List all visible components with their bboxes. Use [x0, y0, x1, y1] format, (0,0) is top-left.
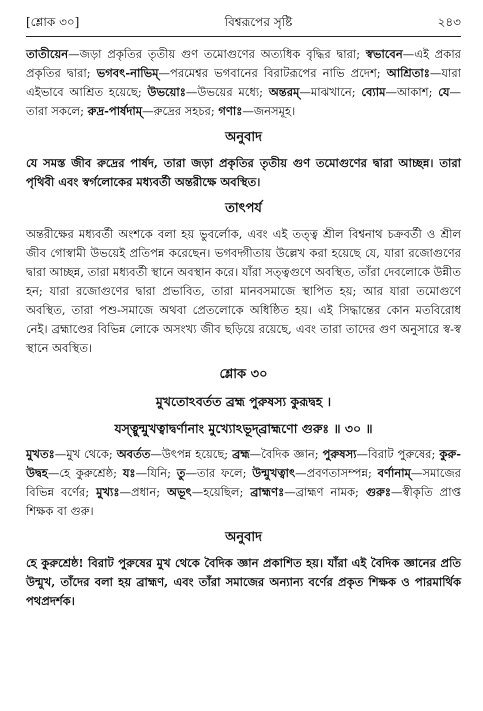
header-rule — [26, 36, 461, 37]
syn-sep: — — [449, 85, 461, 99]
syn-meaning: স্বীকৃতি প্রাপ্ত শিক্ষক বা গুরু। — [26, 485, 462, 518]
syn-term: গণাঃ — [218, 104, 243, 118]
syn-meaning: রুদ্রের সহচর; — [153, 104, 219, 118]
syn-sep: — — [299, 85, 311, 99]
syn-term: ব্রহ্ম — [232, 447, 250, 461]
syn-term: অন্তরম্ — [268, 85, 300, 99]
syn-term: পুরুষস্য — [322, 447, 357, 461]
syn-term: বর্ণানাম্ — [377, 466, 411, 480]
syn-term: কুরু-উদ্বহ — [26, 447, 461, 480]
syn-term: তু — [176, 466, 186, 480]
syn-sep: — — [150, 447, 162, 461]
syn-meaning: উভয়ের মধ্যে; — [197, 85, 269, 99]
syn-meaning: বিরাট পুরুষের; — [368, 447, 440, 461]
purport-text: অন্তরীক্ষের মধ্যবর্তী অংশকে বলা হয় ভুবর্লোক, এবং এই তত্ত্ব শ্রীল বিশ্বনাথ চক্রবর্তী ও শ্রীল জীব গোস্বামী উভয়েই প্রতিপন্ন করেছেন। ভগবদ্গীতায় উল্লেখ করা হয়েছে যে, যারা রজোগুণের দ্বারা আচ্ছন্ন, তারা মধ্যবর্তী স্থানে অবস্থান করে। যাঁরা সত্ত্বগুণে অবস্থিত, তাঁরা দেবলোকে উন্নীত হন; যারা রজোগুণের দ্বারা প্রভাবিত, তারা মানবসমাজে স্থাপিত হয়; আর যারা তমোগুণে অবস্থিত, তারা পশু-সমাজে অথবা প্রেতলোকে অধিষ্ঠিত হয়। এই সিদ্ধান্তের কোন মতবিরোধ নেই। ব্রহ্মাণ্ডের বিভিন্ন লোকে অসংখ্য জীব ছড়িয়ে রয়েছে, এবং তারা তাদের গুণ অনুসারে স্ব-স্ব স্থানে অবস্থিত। — [26, 227, 461, 355]
syn-term: অভূৎ — [167, 485, 192, 499]
syn-meaning: পরমেশ্বর ভগবানের বিরাটরূপের নাভি প্রদেশ; — [170, 66, 387, 80]
syn-sep: — — [249, 447, 262, 461]
syn-term: আশ্রিতাঃ — [386, 66, 430, 80]
syn-meaning: বৈদিক জ্ঞান; — [261, 447, 323, 461]
syn-sep: — — [47, 466, 60, 480]
syn-sep: — — [185, 85, 198, 99]
syn-meaning: প্রধান; — [131, 485, 168, 499]
syn-sep: — — [135, 466, 148, 480]
syn-term: ব্রাহ্মণঃ — [250, 485, 285, 499]
syn-sep: — — [284, 485, 296, 499]
syn-sep: — — [242, 104, 254, 118]
translation-heading-2: অনুবাদ — [225, 530, 262, 545]
syn-term: ব্যোম — [361, 85, 386, 99]
syn-sep: — — [54, 447, 67, 461]
header-chapter-title: বিশ্বরূপের সৃষ্টি — [224, 15, 293, 29]
syn-term: রুদ্র-পার্ষদাম্ — [87, 104, 143, 118]
syn-sep: — — [185, 466, 197, 480]
translation-text-2: হে কুরুশ্রেষ্ঠ! বিরাট পুরুষের মুখ থেকে বৈদিক জ্ঞান প্রকাশিত হয়। যাঁরা এই বৈদিক জ্ঞানের প্রতি উন্মুখ, তাঁদের বলা হয় ব্রাহ্মণ, এবং তাঁরা সমাজের অন্যান্য বর্ণের প্রকৃত শিক্ষক ও পারমার্থিক পথপ্রদর্শক। — [26, 556, 461, 608]
word-meanings-verse — [26, 445, 461, 521]
syn-term: উভয়োঃ — [147, 85, 186, 99]
syn-sep: — — [390, 485, 403, 499]
syn-term: মুখ্যঃ — [96, 485, 120, 499]
syn-sep: — — [295, 466, 307, 480]
syn-sep: — — [158, 66, 171, 80]
syn-term: যে — [438, 85, 450, 99]
syn-meaning: হে কুরুশ্রেষ্ঠ; — [59, 466, 123, 480]
syn-term: গুরুঃ — [365, 485, 391, 499]
syn-sep: — — [68, 47, 80, 61]
verse-heading: শ্লোক ৩০ — [219, 367, 268, 382]
verse-line-1: মুখতোঽবর্তত ব্রহ্ম পুরুষস্য কুরূদ্বহ । — [155, 394, 332, 409]
syn-term: মুখতঃ — [26, 447, 55, 461]
syn-meaning: প্রবণতাসম্পন্ন; — [306, 466, 378, 480]
syn-meaning: সমাজের বিভিন্ন বর্ণের; — [26, 466, 461, 499]
syn-term: উন্মুখত্বাৎ — [252, 466, 296, 480]
syn-sep: — — [191, 485, 204, 499]
syn-meaning: জড়া প্রকৃতির তৃতীয় গুণ তমোগুণের অত্যধিক বৃদ্ধির দ্বারা; — [79, 47, 366, 61]
syn-meaning: মুখ থেকে; — [66, 447, 117, 461]
translation-heading: অনুবাদ — [225, 130, 262, 145]
syn-sep: — — [142, 104, 154, 118]
header-page-number: ২৪৩ — [437, 15, 461, 29]
syn-sep: — — [410, 466, 423, 480]
syn-sep: — — [356, 447, 368, 461]
syn-term: যঃ — [122, 466, 136, 480]
syn-meaning: তার ফলে; — [196, 466, 253, 480]
header-verse-ref: [শ্লোক ৩০] — [26, 15, 80, 29]
syn-meaning: উৎপন্ন হয়েছে; — [161, 447, 233, 461]
syn-meaning: হয়েছিল; — [203, 485, 251, 499]
syn-term: অবর্তত — [116, 447, 151, 461]
syn-term: ভগবৎ-নাভিম্ — [96, 66, 159, 80]
page-header — [26, 14, 461, 32]
syn-sep: — — [429, 66, 442, 80]
syn-term: স্বভাবেন — [365, 47, 403, 61]
verse-line-2: যস্ত্বুন্মুখত্বাদ্বর্ণানাং মুখ্যোঽভূদ্‌ব্রাহ্মণো গুরুঃ ॥ ৩০ ॥ — [114, 421, 373, 436]
syn-meaning: আকাশ; — [396, 85, 439, 99]
syn-meaning: মাঝখানে; — [310, 85, 362, 99]
syn-meaning: জনসমূহ। — [253, 104, 296, 118]
syn-meaning: ব্রাহ্মণ নামক; — [295, 485, 366, 499]
syn-sep: — — [119, 485, 131, 499]
syn-meaning: যারা এইভাবে আশ্রিত হয়েছে; — [26, 66, 461, 99]
purport-heading: তাৎপর্য — [225, 201, 262, 216]
syn-meaning: তারা সকলে; — [26, 104, 88, 118]
word-meanings-top — [26, 45, 461, 121]
syn-sep: — — [402, 47, 415, 61]
syn-term: তাতীয়েন — [26, 47, 69, 61]
syn-meaning: যিনি; — [147, 466, 177, 480]
translation-text: যে সমস্ত জীব রুদ্রের পার্ষদ, তারা জড়া প্রকৃতির তৃতীয় গুণ তমোগুণের দ্বারা আচ্ছন্ন। তারা পৃথিবী এবং স্বর্গলোকের মধ্যবর্তী অন্তরীক্ষে অবস্থিত। — [26, 156, 461, 189]
syn-sep: — — [385, 85, 397, 99]
syn-meaning: এই প্রকার প্রকৃতির দ্বারা; — [26, 47, 461, 80]
